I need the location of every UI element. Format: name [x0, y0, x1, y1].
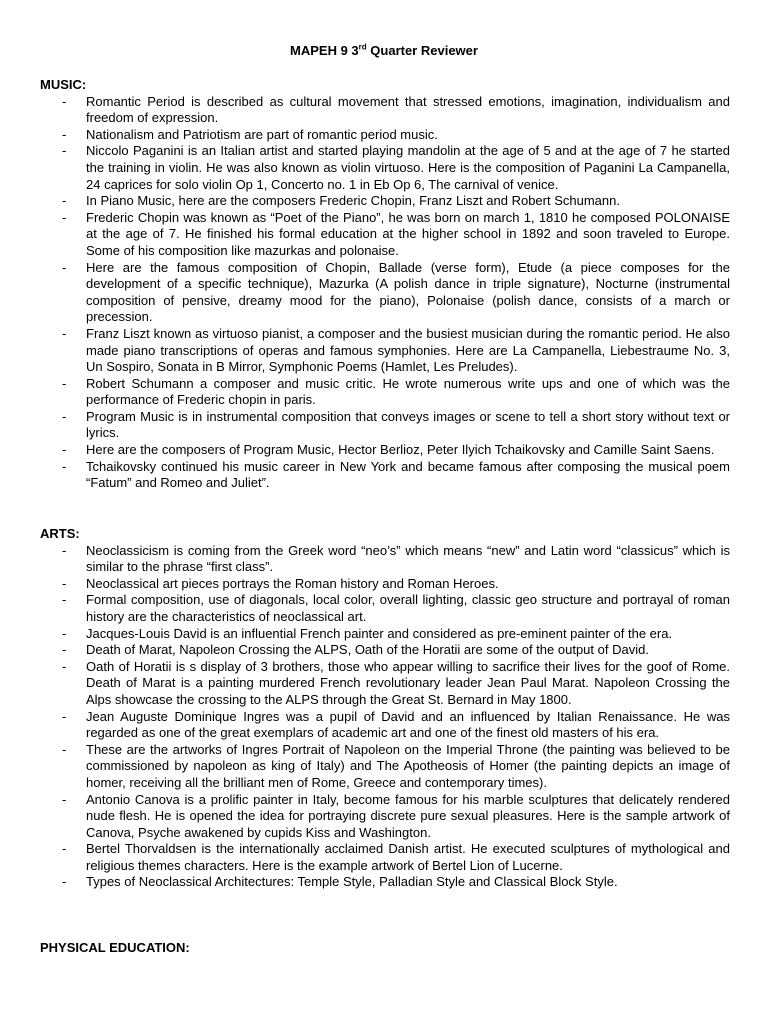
- arts-heading: ARTS:: [40, 526, 80, 541]
- list-item-text: These are the artworks of Ingres Portrait of Napoleon on the Imperial Throne (the painting was believed to be commissioned by napoleon as king of Italy) and The Apotheosis of Homer (the painting depicts an image of homer, receiving all the brilliant men of Rome, Greece and contemporary times).: [86, 741, 730, 790]
- bullet-dash: -: [62, 193, 67, 209]
- list-item: [40, 709, 730, 742]
- list-item-text: In Piano Music, here are the composers Frederic Chopin, Franz Liszt and Robert Schumann.: [86, 193, 620, 209]
- list-item: [40, 874, 730, 891]
- bullet-dash: -: [62, 126, 67, 142]
- title-superscript: rd: [358, 42, 367, 52]
- list-item-text: Program Music is in instrumental composition that conveys images or scene to tell a short story without text or lyrics.: [86, 408, 730, 441]
- list-item: [40, 742, 730, 792]
- page-title: [0, 43, 768, 59]
- list-item-text: Franz Liszt known as virtuoso pianist, a composer and the busiest musician during the romantic period. He also made piano transcriptions of operas and famous symphonies. Here are La Campanella, Liebestraume No. 3, Un Sospiro, Sonata in B Mirror, Symphonic Poems (Hamlet, Les Preludes).: [86, 325, 730, 375]
- list-item-text: Formal composition, use of diagonals, local color, overall lighting, classic geo structure and portrayal of roman history are the characteristics of neoclassical art.: [86, 592, 730, 624]
- bullet-dash: -: [62, 625, 67, 641]
- bullet-dash: -: [62, 575, 67, 591]
- bullet-dash: -: [62, 708, 67, 724]
- list-item-text: Tchaikovsky continued his music career in New York and became famous after composing the musical poem “Fatum” and Romeo and Juliet”.: [86, 458, 730, 491]
- bullet-dash: -: [62, 874, 67, 890]
- list-item: [40, 260, 730, 326]
- bullet-dash: -: [62, 442, 67, 458]
- list-item-text: Robert Schumann a composer and music critic. He wrote numerous write ups and one of which was the performance of Frederic chopin in paris.: [86, 375, 730, 408]
- list-item: [40, 642, 730, 659]
- arts-section: [40, 526, 730, 891]
- list-item: [40, 792, 730, 842]
- list-item-text: Jacques-Louis David is an influential French painter and considered as pre-eminent painter of the era.: [86, 625, 673, 641]
- bullet-dash: -: [62, 542, 67, 558]
- bullet-dash: -: [62, 143, 67, 159]
- list-item-text: Romantic Period is described as cultural movement that stressed emotions, imagination, individualism and freedom of expression.: [86, 93, 730, 126]
- list-item: [40, 409, 730, 442]
- physical-education-heading: PHYSICAL EDUCATION:: [40, 940, 190, 955]
- list-item: [40, 592, 730, 625]
- bullet-dash: -: [62, 791, 67, 807]
- bullet-dash: -: [62, 408, 67, 424]
- music-section: [40, 77, 730, 492]
- list-item-text: Oath of Horatii is s display of 3 brothers, those who appear willing to sacrifice their lives for the goof of Rome. Death of Marat is a painting murdered French revolutionary leader Jean Paul Marat. Napoleon Crossing the Alps showcase the crossing to the ALPS through the Great St. Bernard in May 1800.: [86, 658, 730, 707]
- physical-education-section: [40, 940, 730, 957]
- bullet-dash: -: [62, 592, 67, 608]
- music-heading: MUSIC:: [40, 77, 87, 92]
- list-item: [40, 442, 730, 459]
- bullet-dash: -: [62, 325, 67, 341]
- bullet-dash: -: [62, 841, 67, 857]
- list-item-text: Neoclassicism is coming from the Greek word “neo’s” which means “new” and Latin word “classicus” which is similar to the phrase “first class”.: [86, 542, 730, 575]
- list-item: [40, 626, 730, 643]
- list-item-text: Death of Marat, Napoleon Crossing the ALPS, Oath of the Horatii are some of the output of David.: [86, 642, 649, 658]
- list-item: [40, 193, 730, 210]
- list-item: [40, 659, 730, 709]
- list-item: [40, 576, 730, 593]
- bullet-dash: -: [62, 658, 67, 674]
- bullet-dash: -: [62, 642, 67, 658]
- bullet-dash: -: [62, 458, 67, 474]
- list-item: [40, 127, 730, 144]
- list-item: [40, 459, 730, 492]
- list-item: [40, 143, 730, 193]
- bullet-dash: -: [62, 93, 67, 109]
- title-suffix: Quarter Reviewer: [366, 43, 478, 58]
- list-item-text: Antonio Canova is a prolific painter in Italy, become famous for his marble sculptures that delicately rendered nude flesh. He is opened the idea for portraying discrete pure sexual pleasures. Here is the sample artwork of Canova, Psyche awakened by cupids Kiss and Washington.: [86, 791, 730, 840]
- list-item: [40, 376, 730, 409]
- bullet-dash: -: [62, 209, 67, 225]
- list-item-text: Frederic Chopin was known as “Poet of the Piano”, he was born on march 1, 1810 he composed POLONAISE at the age of 7. He finished his formal education at the higher school in 1892 and soon traveled to Europe. Some of his composition like mazurkas and polonaise.: [86, 209, 730, 258]
- bullet-dash: -: [62, 741, 67, 757]
- bullet-dash: -: [62, 375, 67, 391]
- list-item: [40, 94, 730, 127]
- list-item-text: Here are the composers of Program Music, Hector Berlioz, Peter Ilyich Tchaikovsky and Camille Saint Saens.: [86, 442, 715, 458]
- music-list: [40, 94, 730, 492]
- list-item-text: Bertel Thorvaldsen is the internationally acclaimed Danish artist. He executed sculptures of mythological and religious themes characters. Here is the example artwork of Bertel Lion of Lucerne.: [86, 841, 730, 873]
- title-prefix: MAPEH 9 3: [290, 43, 359, 58]
- list-item-text: Jean Auguste Dominique Ingres was a pupil of David and an influenced by Italian Renaissance. He was regarded as one of the great exemplars of academic art and one of the finest old masters of his era.: [86, 708, 730, 741]
- list-item-text: Niccolo Paganini is an Italian artist and started playing mandolin at the age of 5 and at the age of 7 he started the training in violin. He was also known as violin virtuoso. Here is the composition of Paganini La Campanella, 24 caprices for solo violin Op 1, Concerto no. 1 in Eb Op 6, The carnival of venice.: [86, 143, 730, 192]
- list-item-text: Types of Neoclassical Architectures: Temple Style, Palladian Style and Classical Block Style.: [86, 874, 618, 890]
- list-item: [40, 326, 730, 376]
- list-item-text: Here are the famous composition of Chopin, Ballade (verse form), Etude (a piece composes for the development of a specific technique), Mazurka (A polish dance in triple signature), Nocturne (instrumental composition of pensive, dreamy mood for the piano), Polonaise (polish dance, consists of a march or precession.: [86, 259, 730, 325]
- list-item-text: Neoclassical art pieces portrays the Roman history and Roman Heroes.: [86, 575, 499, 591]
- bullet-dash: -: [62, 259, 67, 275]
- list-item-text: Nationalism and Patriotism are part of romantic period music.: [86, 126, 438, 142]
- list-item: [40, 543, 730, 576]
- list-item: [40, 210, 730, 260]
- arts-list: [40, 543, 730, 891]
- list-item: [40, 841, 730, 874]
